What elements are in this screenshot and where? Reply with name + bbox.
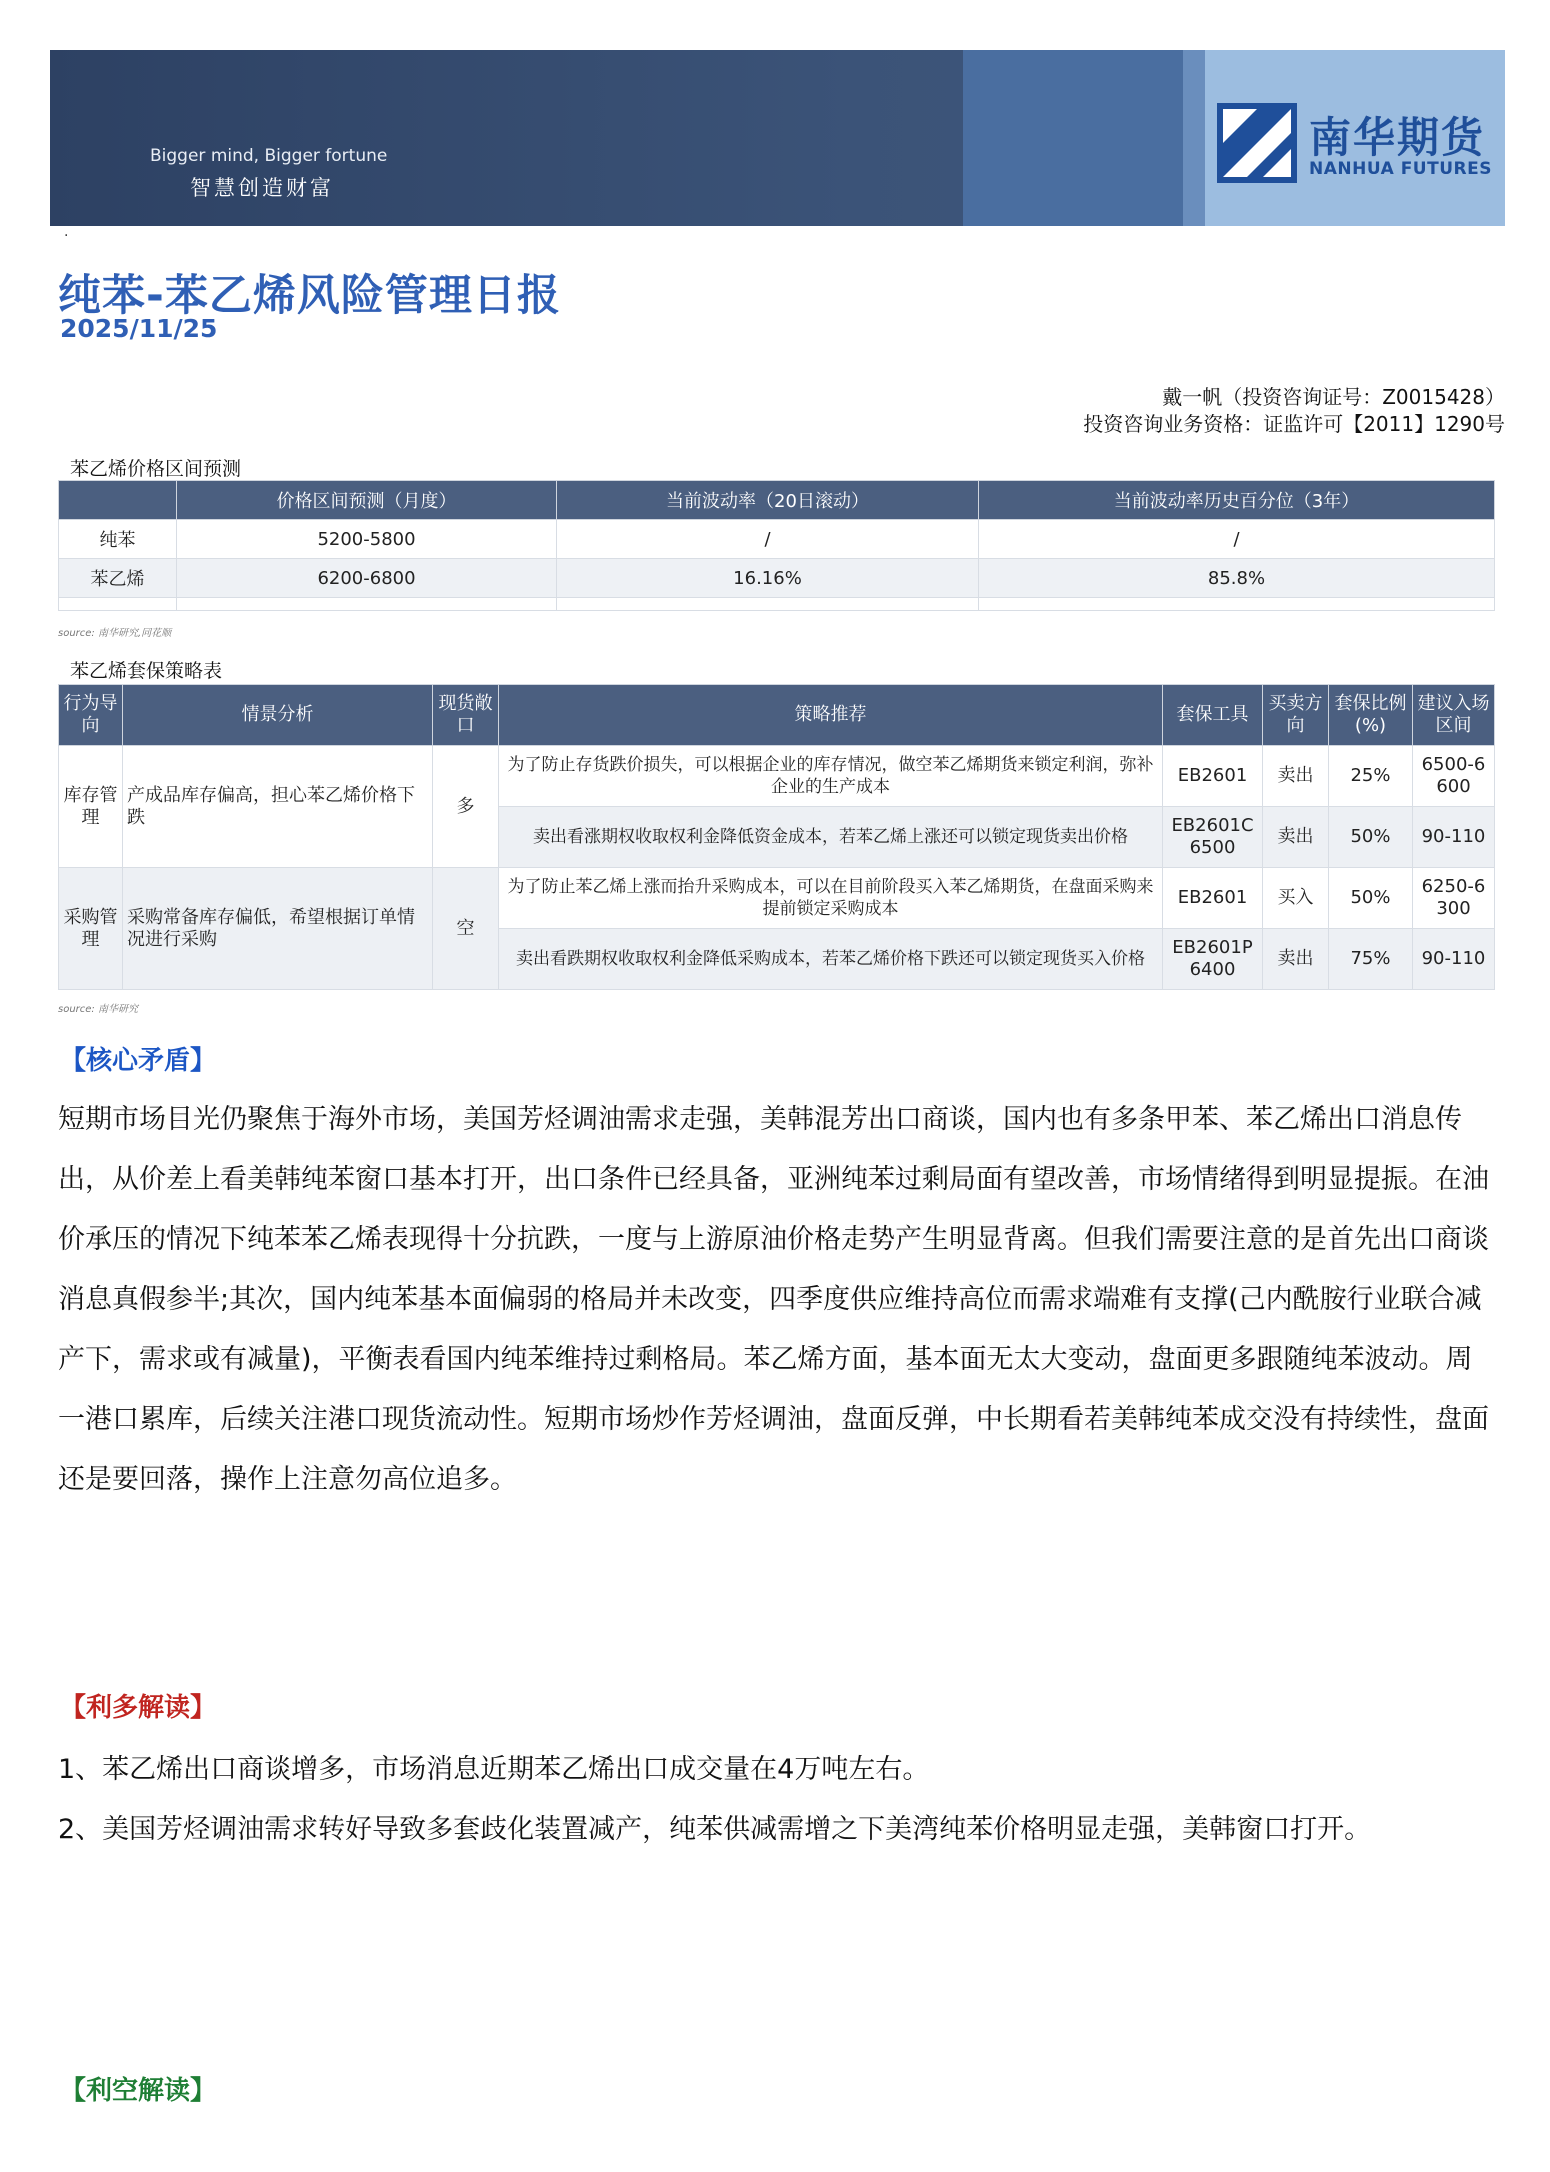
bullish-heading: 【利多解读】 xyxy=(60,1693,217,1723)
nanhua-logo-icon xyxy=(1217,103,1297,183)
strategy-cell: 为了防止存货跌价损失，可以根据企业的库存情况，做空苯乙烯期货来锁定利润，弥补企业的生产成本 xyxy=(499,746,1163,807)
behavior-cell: 库存管理 xyxy=(59,746,123,868)
table-row xyxy=(59,520,1495,559)
table-cell: 85.8% xyxy=(979,559,1495,598)
column-header: 现货敞口 xyxy=(433,685,499,746)
header-banner xyxy=(50,50,1505,226)
table-cell xyxy=(979,598,1495,611)
behavior-cell: 采购管理 xyxy=(59,868,123,990)
scenario-cell: 产成品库存偏高，担心苯乙烯价格下跌 xyxy=(123,746,433,868)
column-header: 情景分析 xyxy=(123,685,433,746)
price-table-label: 苯乙烯价格区间预测 xyxy=(70,458,242,480)
direction-cell: 卖出 xyxy=(1263,746,1329,807)
table-cell: 5200-5800 xyxy=(177,520,557,559)
banner-band xyxy=(963,50,1183,226)
exposure-cell: 空 xyxy=(433,868,499,990)
table-row xyxy=(59,598,1495,611)
slogan-en: Bigger mind, Bigger fortune xyxy=(150,146,388,166)
table-cell: / xyxy=(557,520,979,559)
bullet-dot: · xyxy=(64,228,69,244)
author-line: 戴一帆（投资咨询证号：Z0015428） xyxy=(1162,385,1505,409)
range-cell: 6500-6600 xyxy=(1413,746,1495,807)
direction-cell: 卖出 xyxy=(1263,807,1329,868)
column-header: 当前波动率历史百分位（3年） xyxy=(979,481,1495,520)
ratio-cell: 75% xyxy=(1329,929,1413,990)
column-header: 价格区间预测（月度） xyxy=(177,481,557,520)
table-cell xyxy=(557,598,979,611)
strategy-table-label: 苯乙烯套保策略表 xyxy=(70,660,223,682)
table-cell: 苯乙烯 xyxy=(59,559,177,598)
bullish-item: 2、美国芳烃调油需求转好导致多套歧化装置减产，纯苯供减需增之下美湾纯苯价格明显走强，美韩窗口打开。 xyxy=(58,1814,1372,1845)
logo-text-cn: 南华期货 xyxy=(1309,113,1486,162)
bullish-item: 1、苯乙烯出口商谈增多，市场消息近期苯乙烯出口成交量在4万吨左右。 xyxy=(58,1754,930,1785)
scenario-cell: 采购常备库存偏低，希望根据订单情况进行采购 xyxy=(123,868,433,990)
direction-cell: 卖出 xyxy=(1263,929,1329,990)
range-cell: 6250-6300 xyxy=(1413,868,1495,929)
report-title: 纯苯-苯乙烯风险管理日报 xyxy=(58,271,561,321)
table-row xyxy=(59,559,1495,598)
source-note: source: 南华研究 xyxy=(58,1004,138,1015)
column-header: 行为导向 xyxy=(59,685,123,746)
column-header: 当前波动率（20日滚动） xyxy=(557,481,979,520)
column-header xyxy=(59,481,177,520)
range-cell: 90-110 xyxy=(1413,929,1495,990)
table-cell: 纯苯 xyxy=(59,520,177,559)
table-row xyxy=(59,868,1495,929)
company-logo xyxy=(1217,103,1502,183)
logo-text-en: NANHUA FUTURES xyxy=(1309,159,1492,179)
tool-cell: EB2601P6400 xyxy=(1163,929,1263,990)
tool-cell: EB2601C6500 xyxy=(1163,807,1263,868)
table-header-row xyxy=(59,481,1495,520)
license-line: 投资咨询业务资格：证监许可【2011】1290号 xyxy=(1083,412,1505,436)
column-header: 买卖方向 xyxy=(1263,685,1329,746)
column-header: 套保工具 xyxy=(1163,685,1263,746)
table-row xyxy=(59,746,1495,807)
ratio-cell: 50% xyxy=(1329,868,1413,929)
report-date: 2025/11/25 xyxy=(60,314,218,343)
table-cell xyxy=(177,598,557,611)
table-header-row xyxy=(59,685,1495,746)
strategy-cell: 卖出看跌期权收取权利金降低采购成本，若苯乙烯价格下跌还可以锁定现货买入价格 xyxy=(499,929,1163,990)
slogan-cn: 智慧创造财富 xyxy=(190,176,334,200)
column-header: 建议入场区间 xyxy=(1413,685,1495,746)
core-heading: 【核心矛盾】 xyxy=(60,1046,217,1076)
table-cell: 6200-6800 xyxy=(177,559,557,598)
table-cell: 16.16% xyxy=(557,559,979,598)
source-note: source: 南华研究,同花顺 xyxy=(58,628,172,639)
column-header: 策略推荐 xyxy=(499,685,1163,746)
price-forecast-table xyxy=(58,480,1495,611)
hedging-strategy-table xyxy=(58,684,1495,990)
ratio-cell: 25% xyxy=(1329,746,1413,807)
tool-cell: EB2601 xyxy=(1163,746,1263,807)
tool-cell: EB2601 xyxy=(1163,868,1263,929)
range-cell: 90-110 xyxy=(1413,807,1495,868)
bearish-heading: 【利空解读】 xyxy=(60,2076,217,2106)
direction-cell: 买入 xyxy=(1263,868,1329,929)
banner-band xyxy=(1183,50,1205,226)
ratio-cell: 50% xyxy=(1329,807,1413,868)
strategy-cell: 卖出看涨期权收取权利金降低资金成本，若苯乙烯上涨还可以锁定现货卖出价格 xyxy=(499,807,1163,868)
column-header: 套保比例(%) xyxy=(1329,685,1413,746)
exposure-cell: 多 xyxy=(433,746,499,868)
table-cell: / xyxy=(979,520,1495,559)
strategy-cell: 为了防止苯乙烯上涨而抬升采购成本，可以在目前阶段买入苯乙烯期货，在盘面采购来提前锁定采购成本 xyxy=(499,868,1163,929)
table-cell xyxy=(59,598,177,611)
author-info xyxy=(1083,384,1505,438)
core-paragraph: 短期市场目光仍聚焦于海外市场，美国芳烃调油需求走强，美韩混芳出口商谈，国内也有多条甲苯、苯乙烯出口消息传出，从价差上看美韩纯苯窗口基本打开，出口条件已经具备，亚洲纯苯过剩局面有望改善，市场情绪得到明显提振。在油价承压的情况下纯苯苯乙烯表现得十分抗跌，一度与上游原油价格走势产生明显背离。但我们需要注意的是首先出口商谈消息真假参半;其次，国内纯苯基本面偏弱的格局并未改变，四季度供应维持高位而需求端难有支撑(己内酰胺行业联合减产下，需求或有减量)，平衡表看国内纯苯维持过剩格局。苯乙烯方面，基本面无太大变动，盘面更多跟随纯苯波动。周一港口累库，后续关注港口现货流动性。短期市场炒作芳烃调油，盘面反弹，中长期看若美韩纯苯成交没有持续性，盘面还是要回落，操作上注意勿高位追多。 xyxy=(58,1104,1489,1495)
